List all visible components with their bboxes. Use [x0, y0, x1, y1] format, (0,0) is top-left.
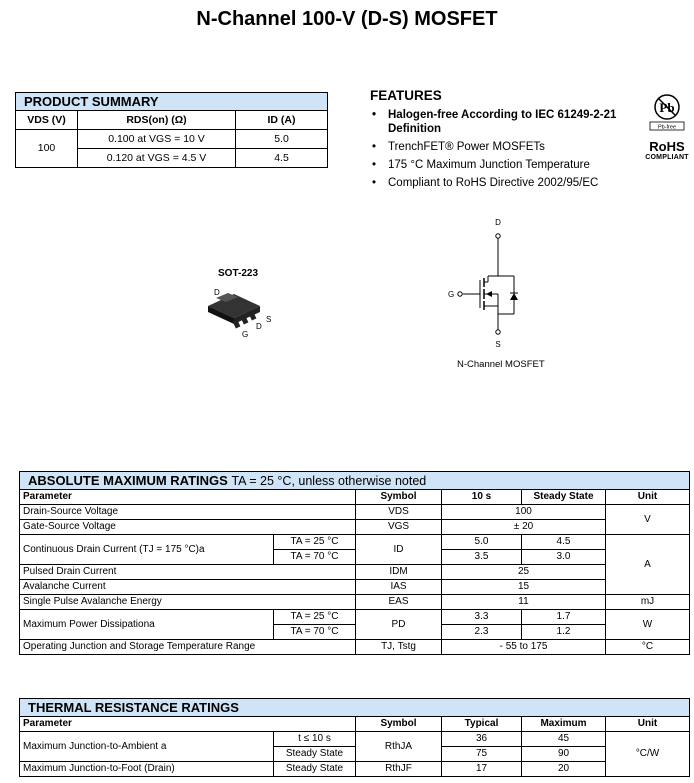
package-name: SOT-223 — [218, 268, 259, 279]
rohs-compliant: COMPLIANT — [645, 154, 689, 161]
value-cell: 5.0 — [442, 535, 522, 550]
value-cell: 15 — [442, 580, 606, 595]
mos-pin-d: D — [495, 218, 501, 227]
symbol-cell: ID — [356, 535, 442, 565]
value-cell: 3.3 — [442, 610, 522, 625]
symbol-cell: VDS — [356, 505, 442, 520]
value-cell: 100 — [442, 505, 606, 520]
pkg-pin-g: G — [242, 330, 249, 339]
amr-col-param: Parameter — [20, 490, 356, 505]
mosfet-symbol-icon — [440, 216, 540, 356]
cond-cell: t ≤ 10 s — [274, 732, 356, 747]
param-cell: Gate-Source Voltage — [20, 520, 356, 535]
mos-pin-g: G — [448, 290, 455, 299]
amr-note: TA = 25 °C, unless otherwise noted — [231, 473, 427, 488]
product-summary-heading: PRODUCT SUMMARY — [16, 93, 328, 111]
tr-col-unit: Unit — [606, 717, 690, 732]
cond-cell: TA = 25 °C — [274, 535, 356, 550]
value-cell: 1.7 — [522, 610, 606, 625]
rohs-label: RoHS — [649, 139, 685, 154]
unit-cell: W — [606, 610, 690, 640]
absolute-maximum-ratings-table — [19, 471, 690, 655]
id-value: 4.5 — [236, 149, 328, 168]
param-cell: Maximum Junction-to-Ambient a — [20, 732, 274, 762]
col-vds: VDS (V) — [16, 111, 78, 130]
value-cell: 17 — [442, 762, 522, 777]
features-heading: FEATURES — [370, 88, 442, 103]
unit-cell: A — [606, 535, 690, 595]
thermal-resistance-table — [19, 698, 690, 777]
rds-value: 0.120 at VGS = 4.5 V — [78, 149, 236, 168]
amr-heading-cell — [20, 472, 690, 490]
tr-col-max: Maximum — [522, 717, 606, 732]
value-cell: 90 — [522, 747, 606, 762]
param-cell: Avalanche Current — [20, 580, 356, 595]
param-cell: Continuous Drain Current (TJ = 175 °C)a — [20, 535, 274, 565]
symbol-cell: EAS — [356, 595, 442, 610]
pkg-pin-d: D — [214, 288, 220, 297]
value-cell: 25 — [442, 565, 606, 580]
col-rds: RDS(on) (Ω) — [78, 111, 236, 130]
symbol-cell: IAS — [356, 580, 442, 595]
value-cell: 4.5 — [522, 535, 606, 550]
features-list — [372, 108, 642, 194]
pkg-pin-d2: D — [256, 322, 262, 331]
mos-pin-s: S — [495, 340, 501, 349]
tr-col-typ: Typical — [442, 717, 522, 732]
product-summary-table — [15, 92, 328, 168]
unit-cell: V — [606, 505, 690, 535]
cond-cell: Steady State — [274, 747, 356, 762]
vds-value: 100 — [16, 130, 78, 168]
thermal-heading: THERMAL RESISTANCE RATINGS — [20, 699, 690, 717]
amr-col-symbol: Symbol — [356, 490, 442, 505]
symbol-cell: RthJA — [356, 732, 442, 762]
param-cell: Pulsed Drain Current — [20, 565, 356, 580]
page-title: N-Channel 100-V (D-S) MOSFET — [196, 8, 498, 30]
rds-value: 0.100 at VGS = 10 V — [78, 130, 236, 149]
rohs-logo — [645, 92, 689, 161]
pb-free-text: Pb-free — [657, 124, 677, 131]
feature-item: • Halogen-free According to IEC 61249-2-21 Definition — [372, 108, 642, 136]
symbol-cell: VGS — [356, 520, 442, 535]
value-cell: - 55 to 175 — [442, 640, 606, 655]
mosfet-caption: N-Channel MOSFET — [457, 359, 545, 370]
pkg-pin-s: S — [266, 315, 272, 324]
param-cell: Operating Junction and Storage Temperature Range — [20, 640, 356, 655]
pb-free-icon — [645, 92, 689, 132]
value-cell: 1.2 — [522, 625, 606, 640]
param-cell: Drain-Source Voltage — [20, 505, 356, 520]
symbol-cell: PD — [356, 610, 442, 640]
feature-item: • Compliant to RoHS Directive 2002/95/EC — [372, 176, 642, 190]
cond-cell: TA = 25 °C — [274, 610, 356, 625]
unit-cell: °C — [606, 640, 690, 655]
amr-col-10s: 10 s — [442, 490, 522, 505]
param-cell: Maximum Power Dissipationa — [20, 610, 274, 640]
cond-cell: TA = 70 °C — [274, 550, 356, 565]
value-cell: 3.5 — [442, 550, 522, 565]
param-cell: Single Pulse Avalanche Energy — [20, 595, 356, 610]
value-cell: 45 — [522, 732, 606, 747]
value-cell: 2.3 — [442, 625, 522, 640]
symbol-cell: IDM — [356, 565, 442, 580]
tr-col-param: Parameter — [20, 717, 356, 732]
symbol-cell: RthJF — [356, 762, 442, 777]
value-cell: 75 — [442, 747, 522, 762]
pb-text: Pb — [659, 100, 675, 115]
cond-cell: Steady State — [274, 762, 356, 777]
amr-heading: ABSOLUTE MAXIMUM RATINGS — [28, 472, 228, 488]
value-cell: 20 — [522, 762, 606, 777]
cond-cell: TA = 70 °C — [274, 625, 356, 640]
value-cell: 36 — [442, 732, 522, 747]
value-cell: 3.0 — [522, 550, 606, 565]
param-cell: Maximum Junction-to-Foot (Drain) — [20, 762, 274, 777]
unit-cell: °C/W — [606, 732, 690, 777]
feature-item: • TrenchFET® Power MOSFETs — [372, 140, 642, 154]
value-cell: 11 — [442, 595, 606, 610]
value-cell: ± 20 — [442, 520, 606, 535]
id-value: 5.0 — [236, 130, 328, 149]
symbol-cell: TJ, Tstg — [356, 640, 442, 655]
tr-col-symbol: Symbol — [356, 717, 442, 732]
col-id: ID (A) — [236, 111, 328, 130]
sot223-package-icon — [198, 282, 278, 342]
feature-item: • 175 °C Maximum Junction Temperature — [372, 158, 642, 172]
amr-col-steady: Steady State — [522, 490, 606, 505]
amr-col-unit: Unit — [606, 490, 690, 505]
unit-cell: mJ — [606, 595, 690, 610]
